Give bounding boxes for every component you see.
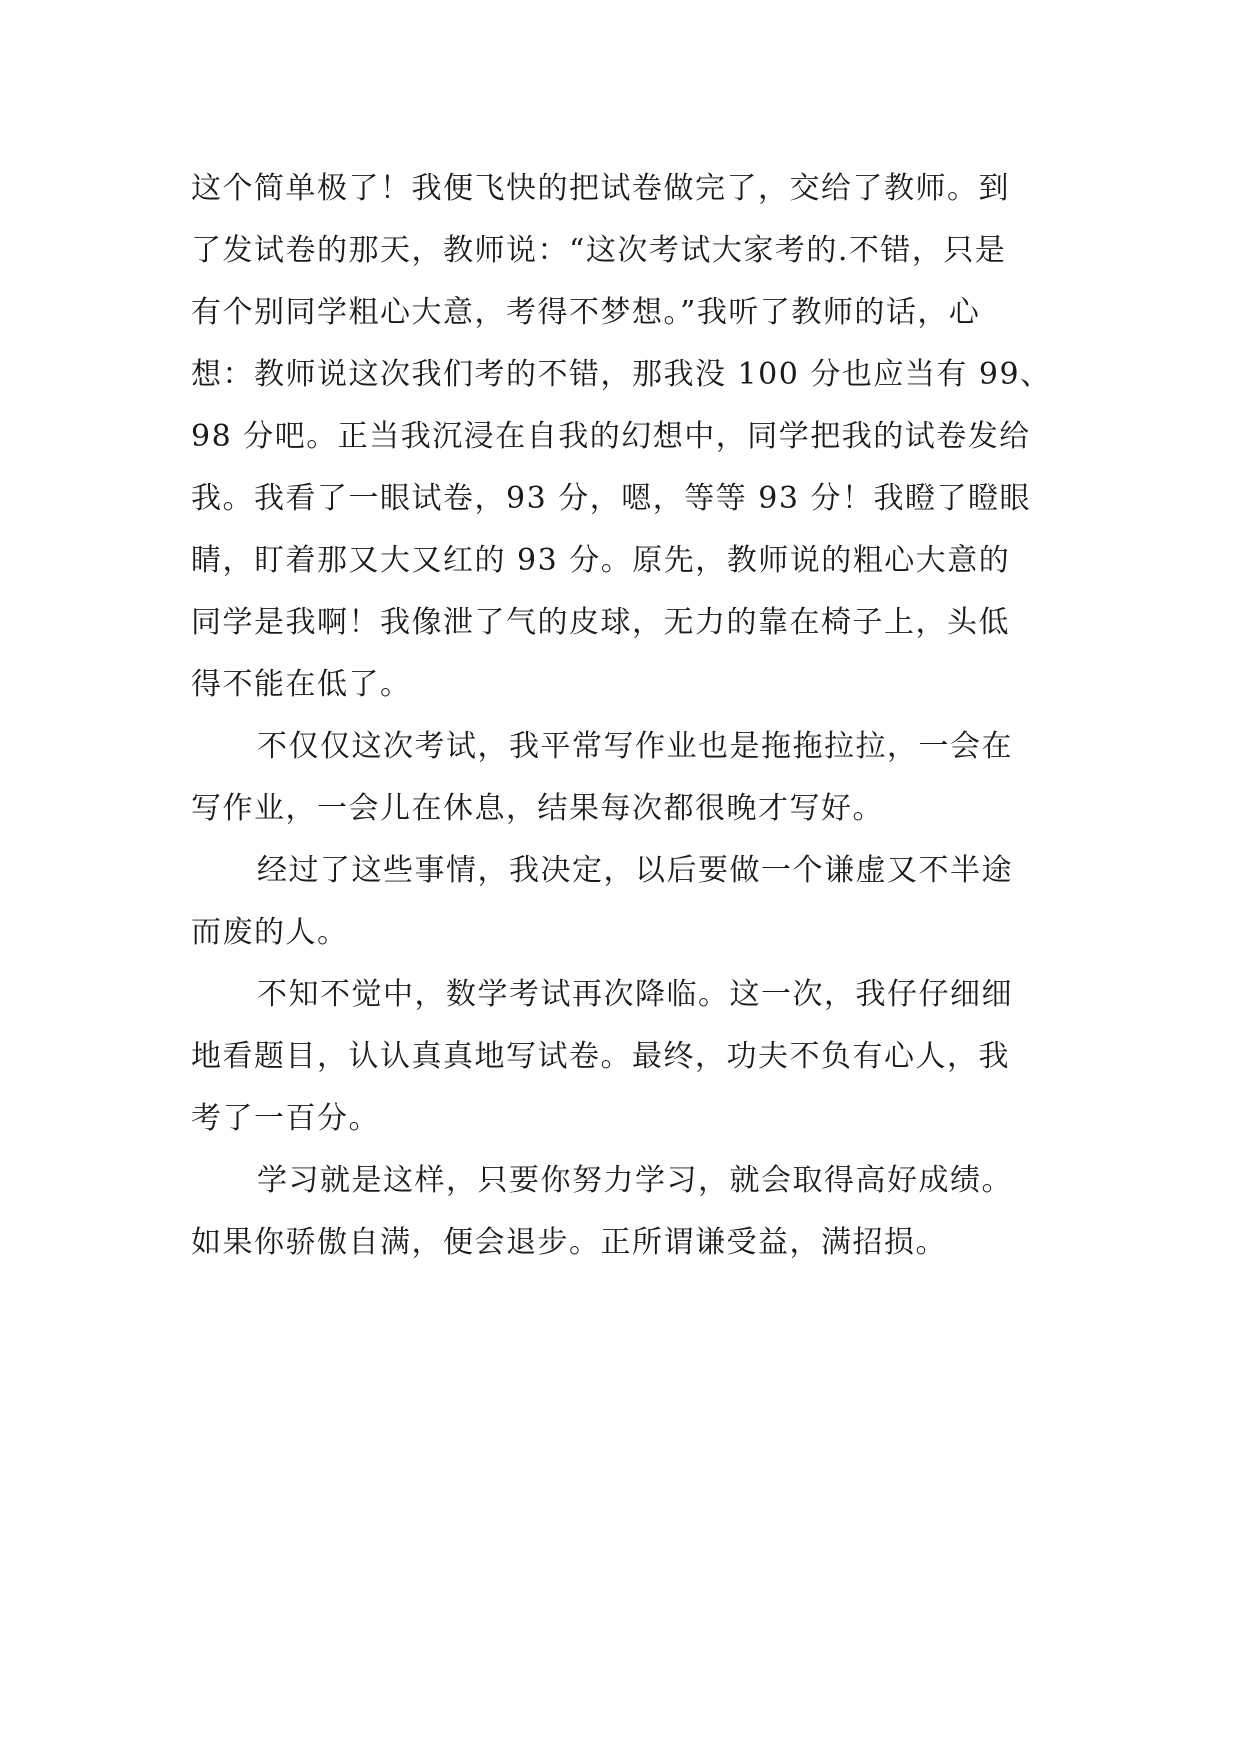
text-line: 地看题目，认认真真地写试卷。最终，功夫不负有心人，我 bbox=[191, 1039, 1010, 1074]
text-line: 想：教师说这次我们考的不错，那我没 100 分也应当有 99、 bbox=[191, 357, 1052, 392]
paragraph-start-line: 经过了这些事情，我决定，以后要做一个谦虚又不半途 bbox=[257, 853, 1013, 888]
text-line: 98 分吧。正当我沉浸在自我的幻想中，同学把我的试卷发给 bbox=[191, 419, 1031, 454]
text-line: 而废的人。 bbox=[191, 915, 349, 950]
text-line: 睛，盯着那又大又红的 93 分。原先，教师说的粗心大意的 bbox=[191, 543, 1011, 578]
text-line: 我。我看了一眼试卷，93 分，嗯，等等 93 分！我瞪了瞪眼 bbox=[191, 481, 1031, 516]
text-line: 得不能在低了。 bbox=[191, 667, 412, 702]
text-line: 同学是我啊！我像泄了气的皮球，无力的靠在椅子上，头低 bbox=[191, 605, 1010, 640]
text-line: 考了一百分。 bbox=[191, 1101, 380, 1136]
body-text bbox=[191, 158, 1071, 1274]
text-line: 如果你骄傲自满，便会退步。正所谓谦受益，满招损。 bbox=[191, 1225, 947, 1260]
text-line: 了发试卷的那天，教师说：“这次考试大家考的.不错，只是 bbox=[191, 233, 1007, 268]
text-line: 有个别同学粗心大意，考得不梦想。”我听了教师的话，心 bbox=[191, 295, 981, 330]
paragraph-start-line: 不仅仅这次考试，我平常写作业也是拖拖拉拉，一会在 bbox=[257, 729, 1013, 764]
paragraph-start-line: 学习就是这样，只要你努力学习，就会取得高好成绩。 bbox=[257, 1163, 1013, 1198]
text-line: 这个简单极了！我便飞快的把试卷做完了，交给了教师。到 bbox=[191, 171, 1010, 206]
paragraph-start-line: 不知不觉中，数学考试再次降临。这一次，我仔仔细细 bbox=[257, 977, 1013, 1012]
text-line: 写作业，一会儿在休息，结果每次都很晚才写好。 bbox=[191, 791, 884, 826]
